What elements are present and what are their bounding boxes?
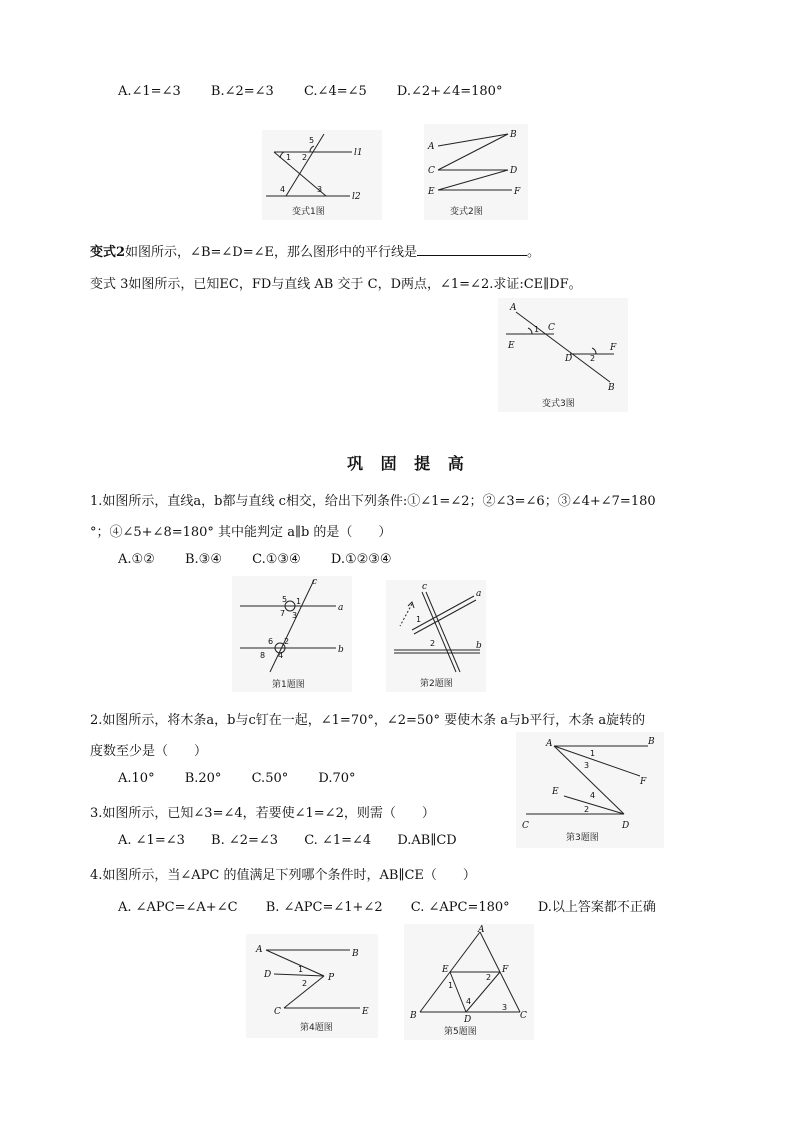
- q1-line1: 1.如图所示，直线a，b都与直线 c相交，给出下列条件:①∠1=∠2；②∠3=∠6；③∠4+∠7=180: [90, 494, 656, 509]
- variant-2-question: [90, 241, 540, 260]
- fig-q3-label-c: C: [522, 821, 529, 831]
- q2-option-a: A.10°: [118, 771, 155, 786]
- q4-options: [118, 896, 682, 915]
- fig-v1-label-3: 3: [317, 185, 323, 194]
- variant-2-prefix: 变式2: [90, 245, 126, 260]
- fig-q4-label-d: D: [264, 970, 272, 980]
- fig-v3-label-a: A: [510, 303, 517, 313]
- q2-options: [118, 771, 382, 786]
- fig-q4-label-c: C: [274, 1007, 281, 1017]
- q4-option-c: C. ∠APC=180°: [410, 900, 510, 915]
- fig-q3-label-e: E: [552, 787, 559, 797]
- fig-q3-label-b: B: [648, 737, 655, 747]
- q2-line1: 2.如图所示，将木条a，b与c钉在一起，∠1=70°，∠2=50° 要使木条 a与b平行，木条 a旋转的: [90, 713, 646, 728]
- fig-q1-label-6: 6: [268, 637, 274, 646]
- fig-q3-label-d: D: [622, 821, 630, 831]
- fig-v3-label-e: E: [508, 341, 515, 351]
- fig-q5-label-b: B: [410, 1011, 417, 1021]
- fig-q2-label-c: c: [422, 582, 428, 592]
- fig-q3-label-1: 1: [590, 749, 596, 758]
- fig-q2-label-2: 2: [430, 639, 436, 648]
- figure-variant-1: [262, 130, 382, 220]
- fig-q5-label-c: C: [520, 1011, 527, 1021]
- figure-variant-3: [498, 298, 628, 412]
- fig-q2-label-b: b: [476, 641, 482, 651]
- fig-q2-label-1: 1: [416, 615, 422, 624]
- fig-q4-label-1: 1: [298, 965, 304, 974]
- q1-option-d: D.①②③④: [330, 552, 392, 567]
- top-options: [118, 84, 528, 99]
- q2-option-c: C.50°: [251, 771, 289, 786]
- fig-q1-label-1: 1: [296, 597, 302, 606]
- fig-q1-label-b: b: [338, 645, 344, 655]
- q3-option-b: B. ∠2=∠3: [211, 833, 279, 848]
- variant-3-question: 变式 3如图所示，已知EC，FD与直线 AB 交于 C，D两点，∠1=∠2.求证:CE∥DF。: [90, 277, 582, 292]
- fig-v3-label-b: B: [608, 383, 615, 393]
- fig-q5-label-d: D: [464, 1015, 472, 1025]
- fig-v1-caption: 变式1图: [292, 207, 325, 217]
- fig-v1-label-4: 4: [280, 185, 286, 194]
- fig-q4-caption: 第4题图: [300, 1023, 333, 1033]
- figure-q3: [516, 732, 664, 848]
- q1-option-c: C.①③④: [252, 552, 301, 567]
- fig-v3-label-f: F: [610, 343, 617, 353]
- fig-q1-label-8: 8: [260, 651, 266, 660]
- fig-q1-label-4: 4: [278, 651, 284, 660]
- fig-q5-label-4: 4: [466, 997, 472, 1006]
- fig-v2-label-a: A: [428, 142, 435, 152]
- option-c: C.∠4=∠5: [303, 84, 367, 99]
- fig-q3-label-f: F: [640, 777, 647, 787]
- fig-q5-caption: 第5题图: [444, 1027, 477, 1037]
- fig-v1-label-l1: l1: [354, 148, 363, 158]
- q3-option-d: D.AB∥CD: [397, 833, 457, 848]
- fig-q1-label-a: a: [338, 603, 344, 613]
- fig-q4-label-p: P: [328, 973, 335, 983]
- fig-q4-label-a: A: [256, 945, 263, 955]
- q3-option-c: C. ∠1=∠4: [304, 833, 372, 848]
- fig-q5-label-1: 1: [448, 981, 454, 990]
- fig-q5-label-a: A: [478, 925, 485, 935]
- fig-v1-label-5: 5: [309, 136, 315, 145]
- q1-option-a: A.①②: [118, 552, 155, 567]
- figure-q4: [246, 934, 378, 1038]
- fig-q1-label-2: 2: [284, 637, 290, 646]
- fig-q3-label-4: 4: [590, 791, 596, 800]
- fig-v2-label-c: C: [428, 166, 435, 176]
- fig-q1-caption: 第1题图: [272, 680, 305, 690]
- fig-q5-label-2: 2: [486, 973, 492, 982]
- figure-q5: [404, 924, 534, 1040]
- fig-v3-caption: 变式3图: [542, 399, 575, 409]
- fig-q5-label-e: E: [442, 965, 449, 975]
- fig-q4-label-e: E: [362, 1007, 369, 1017]
- q4-option-b: B. ∠APC=∠1+∠2: [265, 900, 383, 915]
- fig-v3-label-2: 2: [590, 354, 596, 363]
- fig-v1-label-l2: l2: [352, 192, 361, 202]
- fig-v2-label-d: D: [510, 166, 518, 176]
- fig-q1-label-5: 5: [282, 595, 288, 604]
- fig-q4-label-b: B: [352, 949, 359, 959]
- fig-v1-label-2: 2: [302, 153, 308, 162]
- q1-line2: °；④∠5+∠8=180° 其中能判定 a∥b 的是（ ）: [90, 525, 392, 540]
- option-a: A.∠1=∠3: [118, 84, 181, 99]
- q1-options: [118, 552, 418, 567]
- option-d: D.∠2+∠4=180°: [396, 84, 503, 99]
- q4-option-d: D.以上答案都不正确: [537, 900, 656, 915]
- fig-q3-label-3: 3: [584, 761, 590, 770]
- q4-option-a: A. ∠APC=∠A+∠C: [118, 900, 238, 915]
- option-b: B.∠2=∠3: [210, 84, 274, 99]
- figure-q2: [386, 580, 486, 692]
- q2-line2: 度数至少是（ ）: [90, 744, 208, 759]
- fig-q5-label-3: 3: [502, 1003, 508, 1012]
- fig-q1-label-7: 7: [280, 609, 286, 618]
- figure-q1: [232, 576, 352, 692]
- fig-v2-label-b: B: [510, 130, 517, 140]
- fig-q3-label-a: A: [546, 739, 553, 749]
- fig-v2-caption: 变式2图: [450, 207, 483, 217]
- fig-q1-label-c: c: [312, 577, 318, 587]
- fig-q4-label-2: 2: [302, 979, 308, 988]
- fig-v2-label-f: F: [514, 187, 521, 197]
- q2-option-d: D.70°: [318, 771, 356, 786]
- fig-v1-label-1: 1: [286, 153, 292, 162]
- figure-variant-2: [424, 124, 528, 220]
- q4-line1: 4.如图所示，当∠APC 的值满足下列哪个条件时，AB∥CE（ ）: [90, 868, 476, 883]
- fig-q5-label-f: F: [502, 965, 509, 975]
- q3-option-a: A. ∠1=∠3: [118, 833, 185, 848]
- fig-v3-label-1: 1: [534, 325, 540, 334]
- fig-q3-caption: 第3题图: [566, 833, 599, 843]
- fig-q1-label-3: 3: [292, 611, 298, 620]
- section-title: 巩 固 提 高: [347, 454, 470, 473]
- answer-blank[interactable]: [417, 243, 527, 256]
- q2-option-b: B.20°: [184, 771, 222, 786]
- fig-v2-label-e: E: [428, 187, 435, 197]
- variant-2-suffix: 。: [526, 245, 540, 260]
- fig-v3-label-c: C: [548, 323, 555, 333]
- fig-q2-caption: 第2题图: [420, 679, 453, 689]
- q1-option-b: B.③④: [184, 552, 222, 567]
- fig-v3-label-d: D: [565, 354, 573, 364]
- fig-q2-label-a: a: [476, 589, 482, 599]
- q3-line1: 3.如图所示，已知∠3=∠4，若要使∠1=∠2，则需（ ）: [90, 806, 435, 821]
- q3-options: [118, 833, 483, 848]
- fig-q3-label-2: 2: [584, 805, 590, 814]
- variant-2-text: 如图所示，∠B=∠D=∠E，那么图形中的平行线是: [125, 245, 417, 260]
